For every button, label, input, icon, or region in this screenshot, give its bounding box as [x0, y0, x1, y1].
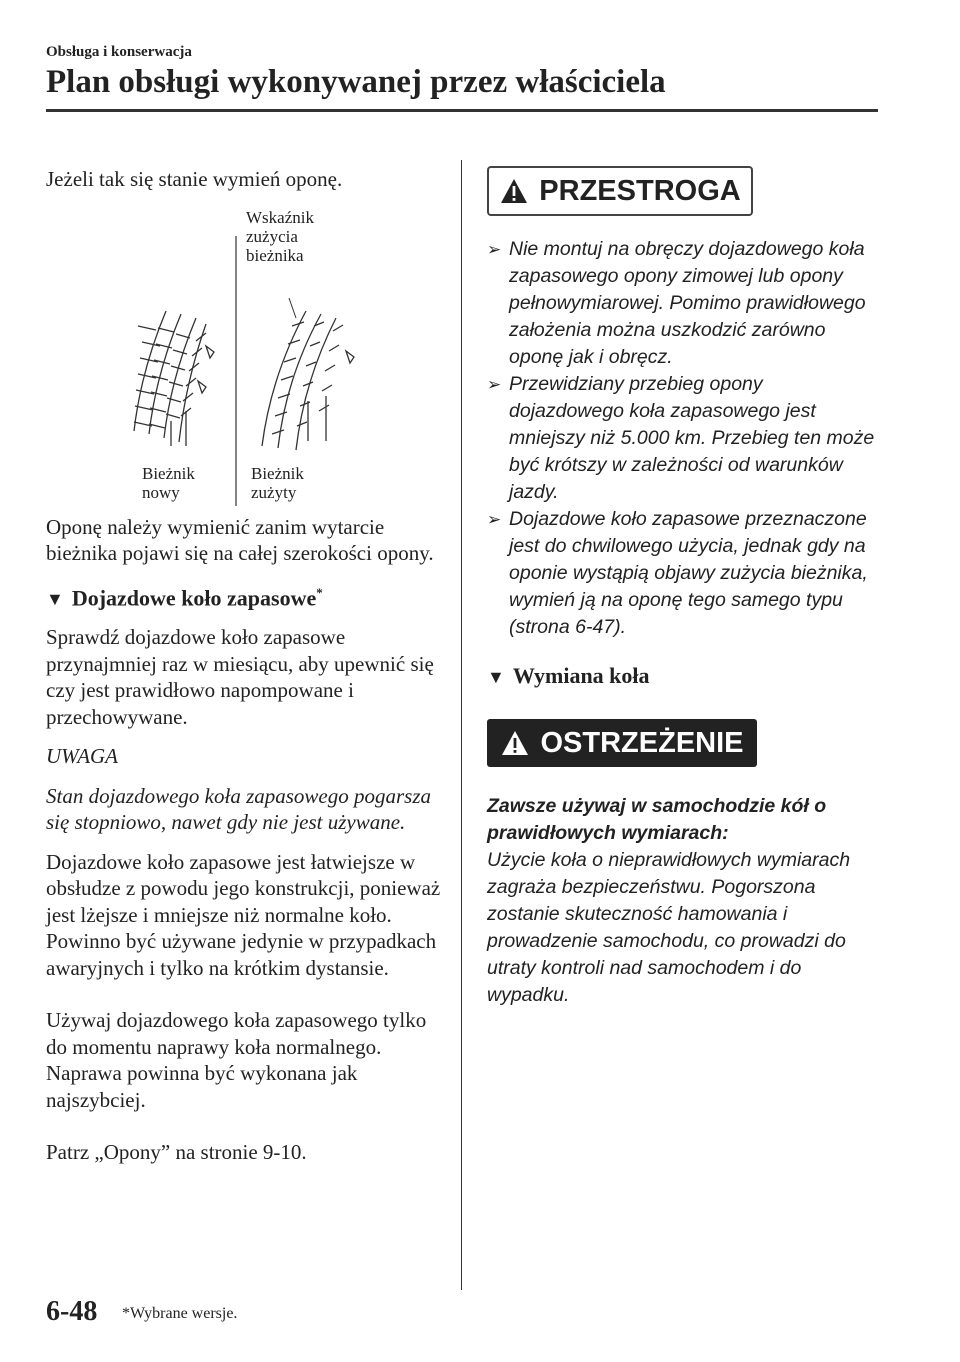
- list-item: [487, 506, 877, 641]
- arrow-bullet-icon: ➢: [487, 510, 502, 529]
- see-also-text: Patrz „Opony” na stronie 9-10.: [46, 1140, 307, 1165]
- caution-box: [487, 166, 753, 216]
- warning-bold-text: Zawsze używaj w samochodzie kół o prawidłowych wymiarach:: [487, 795, 827, 844]
- spare-easier-text: Dojazdowe koło zapasowe jest łatwiejsze w obsłudze z powodu jego konstrukcji, ponieważ jest lżejsze i mniejsze niż normalne koło. Powinno być używane jedynie w przypadkach awaryjnych i tylko na krótkim dystansie.: [46, 849, 441, 980]
- caution-item-text: Przewidziany przebieg opony dojazdowego koła zapasowego jest mniejszy niż 5.000 km. Przebieg ten może być krótszy w zależności od warunków jazdy.: [509, 373, 875, 503]
- triangle-down-icon: ▼: [487, 667, 505, 687]
- intro-text: Jeżeli tak się stanie wymień oponę.: [46, 167, 343, 191]
- spare-wheel-heading: [46, 580, 446, 613]
- new-tread-drawing: [134, 311, 214, 446]
- right-column: [487, 166, 877, 1009]
- wheel-change-heading-text: Wymiana koła: [512, 663, 650, 688]
- caution-list: [487, 236, 877, 641]
- warning-box: [487, 719, 757, 767]
- triangle-down-icon: ▼: [46, 588, 64, 609]
- replace-text: Oponę należy wymienić zanim wytarcie bieżnika pojawi się na całej szerokości opony.: [46, 514, 434, 565]
- warning-triangle-icon: [500, 729, 530, 757]
- warning-label: OSTRZEŻENIE: [540, 726, 744, 759]
- new-tread-label: Bieżnik nowy: [142, 463, 195, 502]
- list-item: [487, 236, 877, 371]
- tire-tread-illustration: [46, 206, 446, 506]
- footnote: *Wybrane wersje.: [122, 1305, 238, 1322]
- worn-tread-label: Bieżnik zużyty: [251, 463, 304, 502]
- wheel-change-heading: [487, 663, 877, 689]
- page-number: 6-48: [46, 1296, 98, 1327]
- arrow-bullet-icon: ➢: [487, 240, 502, 259]
- warning-triangle-icon: [499, 177, 529, 205]
- caution-label: PRZESTROGA: [539, 174, 741, 207]
- column-divider: [461, 160, 462, 1290]
- arrow-bullet-icon: ➢: [487, 375, 502, 394]
- caution-item-text: Nie montuj na obręczy dojazdowego koła zapasowego opony zimowej lub opony pełnowymiarowej. Pomimo prawidłowego założenia można uszkodzić zarówno oponę jak i obręcz.: [509, 238, 866, 368]
- spare-check-text: Sprawdź dojazdowe koło zapasowe przynajmniej raz w miesiącu, aby upewnić się czy jest prawidłowo napompowane i przechowywane.: [46, 625, 434, 729]
- page-title: Plan obsługi wykonywanej przez właściciela: [46, 64, 666, 100]
- spare-use-text: Używaj dojazdowego koła zapasowego tylko do momentu naprawy koła normalnego. Naprawa powinna być wykonana jak najszybciej.: [46, 1008, 427, 1112]
- list-item: [487, 371, 877, 506]
- spare-wheel-heading-text: Dojazdowe koło zapasowe: [71, 584, 317, 610]
- section-label: Obsługa i konserwacja: [46, 44, 192, 60]
- worn-tread-drawing: [262, 298, 354, 450]
- optional-marker: *: [316, 584, 323, 600]
- title-rule: [46, 109, 878, 112]
- warning-text: Użycie koła o nieprawidłowych wymiarach zagraża bezpieczeństwu. Pogorszona zostanie skuteczność hamowania i prowadzenie samochodu, co prowadzi do utraty kontroli nad samochodem i do wypadku.: [487, 849, 851, 1006]
- tread-indicator-label: Wskaźnik zużycia bieżnika: [246, 207, 314, 265]
- caution-item-text: Dojazdowe koło zapasowe przeznaczone jest do chwilowego użycia, jednak gdy na oponie wystąpią objawy zużycia bieżnika, wymień ją na oponę tego samego typu (strona 6-47).: [509, 508, 868, 638]
- note-title: UWAGA: [46, 744, 119, 769]
- tire-wear-figure: [46, 206, 446, 506]
- note-text: Stan dojazdowego koła zapasowego pogarsza się stopniowo, nawet gdy nie jest używane.: [46, 783, 432, 835]
- warning-content: [487, 793, 867, 1009]
- left-column: [46, 166, 446, 1179]
